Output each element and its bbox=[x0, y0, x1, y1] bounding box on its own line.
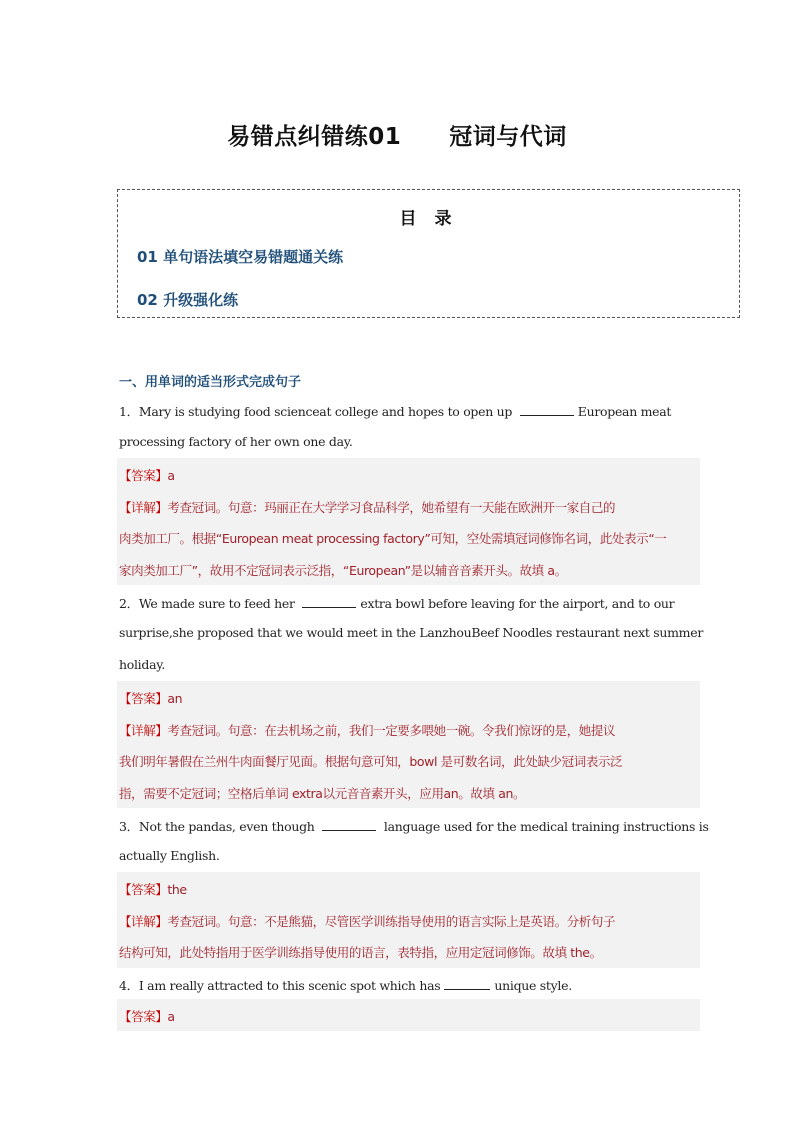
detail-1-line-2: 肉类加工厂。根据“European meat processing factory”可知，空处需填冠词修饰名词，此处表示“一 bbox=[119, 531, 667, 546]
toc-item-1[interactable]: 01 单句语法填空易错题通关练 bbox=[137, 248, 344, 266]
answer-4: 【答案】a bbox=[119, 1009, 175, 1024]
answer-1: 【答案】a bbox=[119, 468, 175, 483]
answer-blank bbox=[302, 597, 356, 608]
detail-2-line-2: 我们明年暑假在兰州牛肉面餐厅见面。根据句意可知，bowl 是可数名词，此处缺少冠词表示泛 bbox=[119, 754, 623, 769]
question-3-line-1: 3．Not the pandas, even though language used for the medical training instructions is bbox=[119, 819, 709, 834]
answer-blank bbox=[520, 405, 574, 416]
question-1-line-1: 1．Mary is studying food scienceat college and hopes to open up European meat bbox=[119, 404, 672, 419]
question-2-line-1: 2．We made sure to feed her extra bowl before leaving for the airport, and to our bbox=[119, 596, 675, 611]
answer-3: 【答案】the bbox=[119, 882, 187, 897]
question-4-line-1: 4．I am really attracted to this scenic spot which has unique style. bbox=[119, 978, 572, 993]
question-2-line-3: holiday. bbox=[119, 657, 166, 672]
answer-blank bbox=[322, 820, 376, 831]
detail-1-line-1: 【详解】考查冠词。句意：玛丽正在大学学习食品科学，她希望有一天能在欧洲开一家自己的 bbox=[119, 500, 616, 515]
detail-2-line-3: 指，需要不定冠词；空格后单词 extra以元音音素开头，应用an。故填 an。 bbox=[119, 786, 526, 801]
detail-1-line-3: 家肉类加工厂”，故用不定冠词表示泛指，“European”是以辅音音素开头。故填 a。 bbox=[119, 563, 567, 578]
title-left: 易错点纠错练01 bbox=[227, 124, 402, 150]
page-title bbox=[0, 118, 794, 151]
answer-2: 【答案】an bbox=[119, 691, 183, 706]
detail-3-line-1: 【详解】考查冠词。句意：不是熊猫，尽管医学训练指导使用的语言实际上是英语。分析句子 bbox=[119, 914, 616, 929]
toc-item-2[interactable]: 02 升级强化练 bbox=[137, 291, 239, 309]
answer-blank bbox=[444, 979, 490, 990]
table-of-contents bbox=[117, 189, 740, 318]
detail-2-line-1: 【详解】考查冠词。句意：在去机场之前，我们一定要多喂她一碗。令我们惊讶的是，她提议 bbox=[119, 723, 616, 738]
title-right: 冠词与代词 bbox=[449, 124, 567, 150]
question-3-line-2: actually English. bbox=[119, 848, 220, 863]
question-1-line-2: processing factory of her own one day. bbox=[119, 434, 353, 449]
question-2-line-2: surprise,she proposed that we would meet in the LanzhouBeef Noodles restaurant next summer bbox=[119, 625, 704, 640]
toc-heading: 目 录 bbox=[399, 209, 458, 229]
section-heading: 一、用单词的适当形式完成句子 bbox=[119, 375, 302, 390]
detail-3-line-2: 结构可知，此处特指用于医学训练指导使用的语言，表特指，应用定冠词修饰。故填 the。 bbox=[119, 945, 602, 960]
